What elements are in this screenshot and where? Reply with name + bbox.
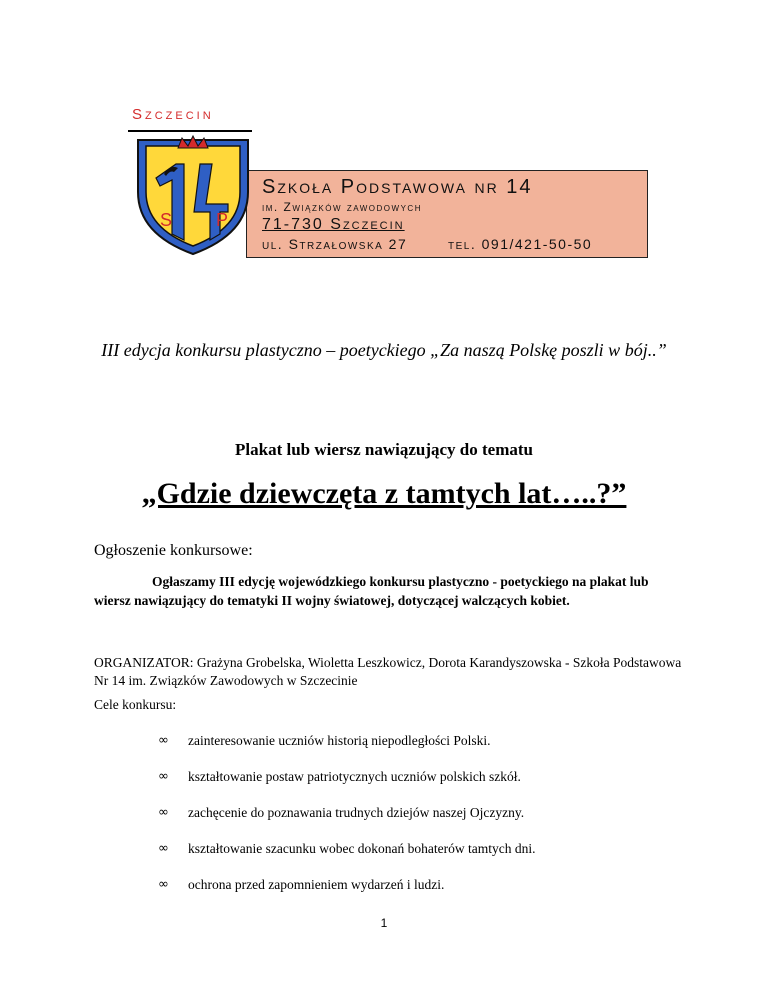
goal-text: zachęcenie do poznawania trudnych dziejów naszej Ojczyzny. xyxy=(188,805,525,820)
letterhead-rule xyxy=(128,130,252,132)
school-emblem-icon xyxy=(130,134,256,258)
emblem-letter-s: S xyxy=(160,210,173,230)
announcement-label: Ogłoszenie konkursowe: xyxy=(94,542,253,559)
school-letterhead xyxy=(128,100,648,260)
goal-text: zainteresowanie uczniów historią niepodległości Polski. xyxy=(188,733,491,748)
organizer-label: ORGANIZATOR: xyxy=(94,655,194,670)
letterhead-phone: tel. 091/421-50-50 xyxy=(448,236,593,252)
page-number: 1 xyxy=(380,916,388,930)
infinity-bullet-icon: ∞ xyxy=(158,805,169,820)
infinity-bullet-icon: ∞ xyxy=(158,877,169,892)
infinity-bullet-icon: ∞ xyxy=(158,733,169,748)
crown-icon xyxy=(178,136,208,148)
contest-title-text: „Gdzie dziewczęta z tamtych lat…..?” xyxy=(141,477,627,510)
infinity-bullet-icon: ∞ xyxy=(158,841,169,856)
organizer-text: Grażyna Grobelska, Wioletta Leszkowicz, Dorota Karandyszowska - Szkoła Podstawowa Nr 14 im. Związków Zawodowych w Szczecinie xyxy=(94,655,682,688)
letterhead-postal: 71-730 Szczecin xyxy=(262,216,405,233)
infinity-bullet-icon: ∞ xyxy=(158,769,169,784)
announcement-text: Ogłaszamy III edycję wojewódzkiego konkursu plastyczno - poetyckiego na plakat lub wiersz nawiązujący do tematyki II wojny światowej, dotyczącej walczących kobiet. xyxy=(94,574,649,608)
list-item xyxy=(158,805,536,841)
letterhead-patron: im. Związków zawodowych xyxy=(262,200,422,214)
goal-text: ochrona przed zapomnieniem wydarzeń i ludzi. xyxy=(188,877,445,892)
list-item xyxy=(158,769,536,805)
letterhead-address: ul. Strzałowska 27 xyxy=(262,236,408,252)
goal-text: kształtowanie szacunku wobec dokonań bohaterów tamtych dni. xyxy=(188,841,536,856)
organizer-paragraph xyxy=(94,654,694,690)
list-item xyxy=(158,733,536,769)
goal-text: kształtowanie postaw patriotycznych uczniów polskich szkół. xyxy=(188,769,521,784)
letterhead-school-name: Szkoła Podstawowa nr 14 xyxy=(262,176,533,198)
edition-title: III edycja konkursu plastyczno – poetyckiego „Za naszą Polskę poszli w bój..” xyxy=(101,340,667,360)
contest-title xyxy=(0,477,768,511)
letterhead-city: Szczecin xyxy=(132,106,214,123)
goals-list xyxy=(158,733,536,913)
list-item xyxy=(158,841,536,877)
subheading: Plakat lub wiersz nawiązujący do tematu xyxy=(235,440,533,459)
list-item xyxy=(158,877,536,913)
goals-label: Cele konkursu: xyxy=(94,697,177,712)
emblem-letter-p: P xyxy=(216,210,229,230)
